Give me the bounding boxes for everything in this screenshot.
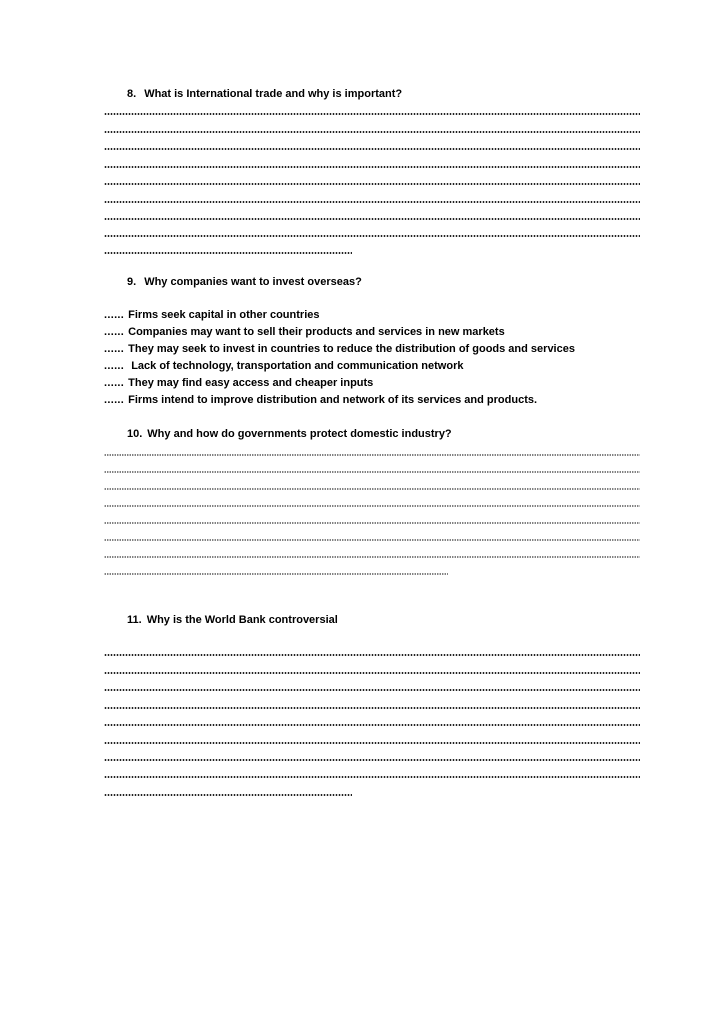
question-text: Why companies want to invest overseas? xyxy=(144,276,362,288)
answer-line xyxy=(104,447,640,457)
option-blank[interactable]: ...... xyxy=(104,343,125,355)
option-item[interactable] xyxy=(104,343,575,355)
answer-line xyxy=(104,124,640,134)
answer-line xyxy=(104,700,640,710)
answer-line xyxy=(104,665,640,675)
option-item[interactable] xyxy=(104,377,373,389)
question-number: 9. xyxy=(127,276,137,288)
answer-line xyxy=(104,498,640,508)
question-8-title xyxy=(127,88,402,100)
answer-line xyxy=(104,211,640,221)
option-text: Firms intend to improve distribution and network of its services and products. xyxy=(128,394,538,406)
answer-line xyxy=(104,228,640,238)
answer-line xyxy=(104,752,640,762)
answer-line xyxy=(104,769,640,779)
option-item[interactable] xyxy=(104,360,463,372)
answer-line xyxy=(104,106,640,116)
answer-line xyxy=(104,717,640,727)
answer-line xyxy=(104,194,640,204)
answer-line xyxy=(104,245,352,255)
answer-line xyxy=(104,647,640,657)
answer-line xyxy=(104,532,640,542)
option-text: Firms seek capital in other countries xyxy=(128,309,320,321)
question-number: 11. xyxy=(127,614,142,626)
option-text: They may find easy access and cheaper inputs xyxy=(128,377,374,389)
answer-line xyxy=(104,787,352,797)
option-item[interactable] xyxy=(104,309,319,321)
option-blank[interactable]: ...... xyxy=(104,360,125,372)
answer-line xyxy=(104,515,640,525)
answer-line xyxy=(104,735,640,745)
option-blank[interactable]: ...... xyxy=(104,326,125,338)
answer-line xyxy=(104,176,640,186)
answer-line xyxy=(104,159,640,169)
question-text: Why and how do governments protect domestic industry? xyxy=(147,428,452,440)
answer-line xyxy=(104,549,640,559)
option-item[interactable] xyxy=(104,394,537,406)
question-number: 8. xyxy=(127,88,137,100)
question-11-title xyxy=(127,614,338,626)
answer-line xyxy=(104,682,640,692)
question-text: Why is the World Bank controversial xyxy=(146,614,338,626)
question-number: 10. xyxy=(127,428,143,440)
answer-line xyxy=(104,481,640,491)
option-text: Companies may want to sell their products and services in new markets xyxy=(128,326,505,338)
answer-line xyxy=(104,141,640,151)
option-text: Lack of technology, transportation and communication network xyxy=(128,360,464,372)
option-text: They may seek to invest in countries to reduce the distribution of goods and services xyxy=(128,343,575,355)
option-blank[interactable]: ...... xyxy=(104,309,125,321)
answer-line xyxy=(104,566,448,576)
question-10-title xyxy=(127,428,452,440)
answer-line xyxy=(104,464,640,474)
option-blank[interactable]: ...... xyxy=(104,377,125,389)
question-text: What is International trade and why is important? xyxy=(144,88,403,100)
option-item[interactable] xyxy=(104,326,505,338)
question-9-title xyxy=(127,276,362,288)
option-blank[interactable]: ...... xyxy=(104,394,125,406)
